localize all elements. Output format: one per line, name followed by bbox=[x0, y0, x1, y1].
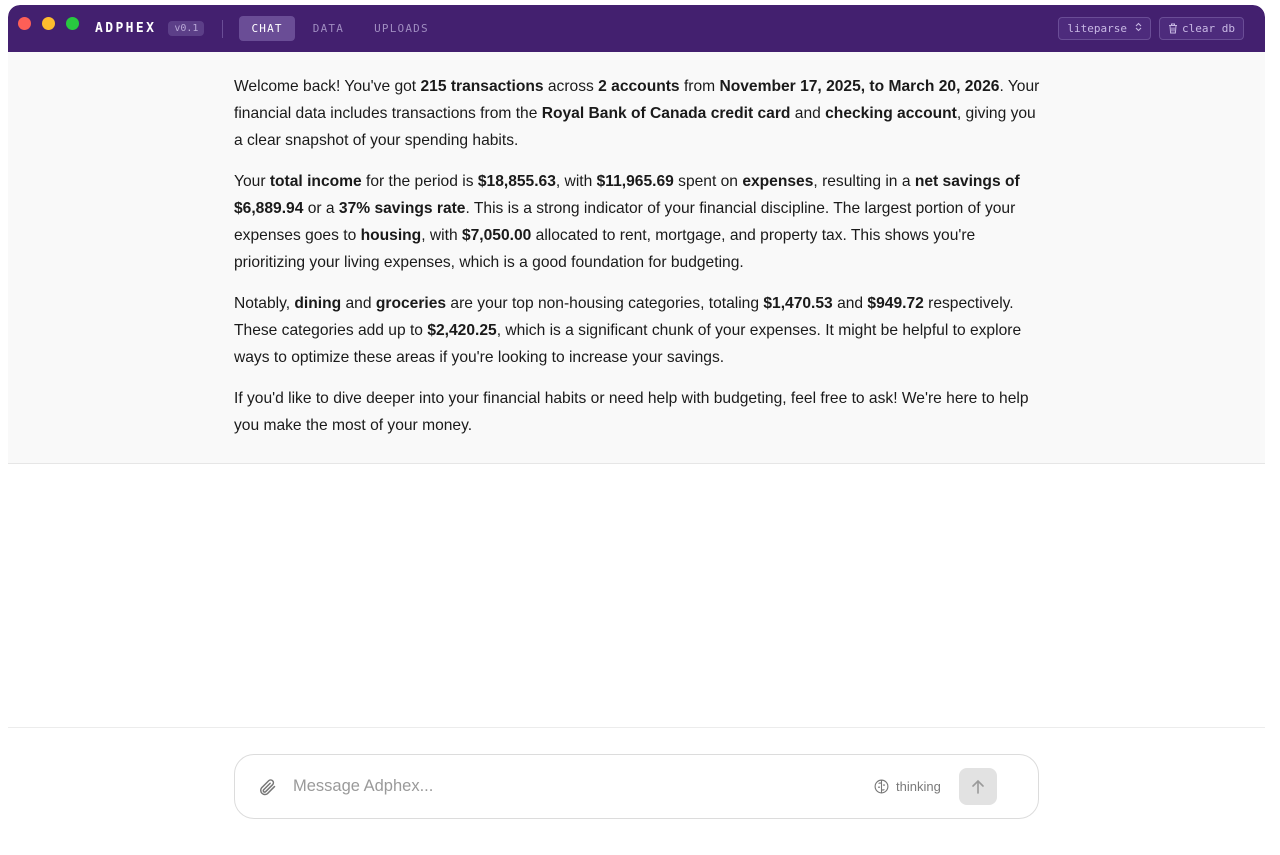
arrow-up-icon bbox=[970, 779, 986, 795]
emphasis-text: total income bbox=[269, 173, 362, 190]
message-text: spent on bbox=[673, 173, 743, 190]
tab-chat[interactable]: CHAT bbox=[239, 16, 294, 41]
emphasis-text: 2 accounts bbox=[598, 78, 680, 95]
assistant-message-area bbox=[8, 52, 1265, 464]
message-composer bbox=[234, 754, 1039, 819]
emphasis-text: groceries bbox=[375, 295, 447, 312]
emphasis-text: $7,050.00 bbox=[461, 227, 532, 244]
brain-icon bbox=[873, 778, 890, 795]
message-text: allocated to rent, mortgage, and property tax. This shows you're prioritizing your living expenses, which is a good foundation for budgeting. bbox=[234, 227, 976, 271]
emphasis-text: $949.72 bbox=[867, 295, 924, 312]
clear-db-label: clear db bbox=[1182, 22, 1235, 35]
trash-icon bbox=[1168, 23, 1178, 34]
window-controls bbox=[18, 17, 79, 30]
version-badge: v0.1 bbox=[168, 21, 204, 36]
message-text: , giving you a clear snapshot of your spending habits. bbox=[234, 105, 1036, 149]
message-text: and bbox=[832, 295, 868, 312]
tab-uploads[interactable]: UPLOADS bbox=[374, 22, 429, 35]
composer-divider bbox=[8, 727, 1265, 728]
emphasis-text: housing bbox=[360, 227, 422, 244]
main-tabs bbox=[239, 16, 440, 41]
parser-select[interactable] bbox=[1058, 17, 1151, 40]
emphasis-text: 37% savings rate bbox=[338, 200, 466, 217]
message-text: If you'd like to dive deeper into your financial habits or need help with budgeting, feel free to ask! We're here to help you make the most of your money. bbox=[234, 390, 1029, 434]
message-text: Notably, bbox=[234, 295, 295, 312]
app-window bbox=[8, 5, 1265, 850]
message-paragraph-3 bbox=[234, 290, 1044, 371]
assistant-message bbox=[234, 73, 1044, 453]
emphasis-text: net savings of $6,889.94 bbox=[234, 173, 1020, 217]
close-window-button[interactable] bbox=[18, 17, 31, 30]
message-text: or a bbox=[303, 200, 339, 217]
emphasis-text: $18,855.63 bbox=[477, 173, 556, 190]
header-controls bbox=[1058, 17, 1244, 40]
send-button[interactable] bbox=[959, 768, 997, 805]
message-text: Welcome back! You've got bbox=[234, 78, 421, 95]
minimize-window-button[interactable] bbox=[42, 17, 55, 30]
emphasis-text: expenses bbox=[742, 173, 814, 190]
message-text: . This is a strong indicator of your financial discipline. The largest portion of your expenses goes to bbox=[234, 200, 1016, 244]
message-text: , which is a significant chunk of your expenses. It might be helpful to explore ways to optimize these areas if you're looking to increase your savings. bbox=[234, 322, 1022, 366]
message-text: for the period is bbox=[361, 173, 478, 190]
emphasis-text: dining bbox=[294, 295, 342, 312]
paperclip-icon[interactable] bbox=[257, 777, 277, 797]
app-name: ADPHEX bbox=[95, 21, 157, 36]
thinking-toggle[interactable] bbox=[873, 778, 941, 795]
message-text: respectively. These categories add up to bbox=[234, 295, 1014, 339]
message-text: are your top non-housing categories, totaling bbox=[446, 295, 764, 312]
emphasis-text: $11,965.69 bbox=[596, 173, 674, 190]
message-paragraph-2 bbox=[234, 168, 1044, 276]
message-text: . Your financial data includes transactions from the bbox=[234, 78, 1040, 122]
emphasis-text: November 17, 2025, to March 20, 2026 bbox=[719, 78, 1000, 95]
message-text: , resulting in a bbox=[813, 173, 915, 190]
message-text: Your bbox=[234, 173, 270, 190]
maximize-window-button[interactable] bbox=[66, 17, 79, 30]
emphasis-text: Royal Bank of Canada credit card bbox=[541, 105, 791, 122]
chevron-updown-icon bbox=[1135, 22, 1142, 35]
clear-db-button[interactable] bbox=[1159, 17, 1244, 40]
emphasis-text: $1,470.53 bbox=[763, 295, 833, 312]
parser-select-value: liteparse bbox=[1067, 22, 1128, 35]
message-paragraph-1 bbox=[234, 73, 1044, 154]
message-paragraph-4 bbox=[234, 385, 1044, 439]
title-bar bbox=[8, 5, 1265, 52]
thinking-label: thinking bbox=[896, 779, 941, 794]
emphasis-text: checking account bbox=[825, 105, 957, 122]
message-text: from bbox=[679, 78, 720, 95]
message-text: and bbox=[341, 295, 376, 312]
emphasis-text: 215 transactions bbox=[420, 78, 544, 95]
tab-data[interactable]: DATA bbox=[312, 22, 345, 35]
message-text: across bbox=[543, 78, 599, 95]
message-text: , with bbox=[421, 227, 462, 244]
message-text: , with bbox=[555, 173, 597, 190]
message-input[interactable] bbox=[293, 777, 853, 796]
message-text: and bbox=[790, 105, 826, 122]
title-divider bbox=[222, 20, 223, 38]
emphasis-text: $2,420.25 bbox=[427, 322, 497, 339]
